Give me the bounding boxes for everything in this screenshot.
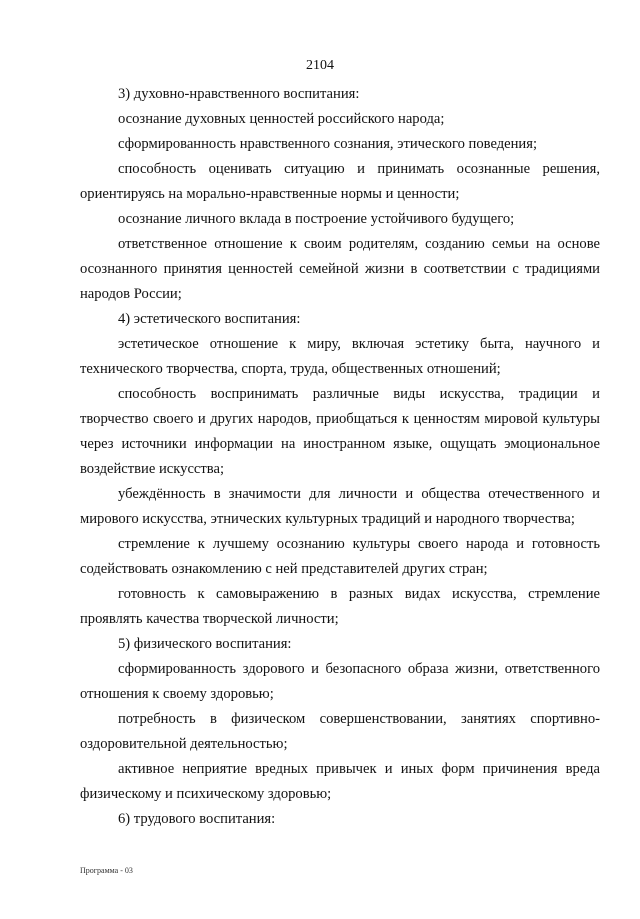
- section-heading-physical: 5) физического воспитания:: [118, 636, 292, 652]
- list-item: стремление к лучшему осознанию культуры своего народа и готовность содействовать ознакомлению с ней представителей других стран;: [80, 536, 600, 577]
- list-item: ответственное отношение к своим родителям, созданию семьи на основе осознанного принятия ценностей семейной жизни в соответствии с традициями народов России;: [80, 236, 600, 302]
- list-item: готовность к самовыражению в разных видах искусства, стремление проявлять качества творческой личности;: [80, 586, 600, 627]
- section-heading-labor: 6) трудового воспитания:: [118, 811, 276, 827]
- section-heading-aesthetic: 4) эстетического воспитания:: [118, 311, 301, 327]
- list-item: потребность в физическом совершенствовании, занятиях спортивно-оздоровительной деятельностью;: [80, 711, 600, 752]
- list-item: эстетическое отношение к миру, включая эстетику быта, научного и технического творчества, спорта, труда, общественных отношений;: [80, 336, 600, 377]
- section-heading-spiritual: 3) духовно-нравственного воспитания:: [118, 86, 360, 102]
- list-item: способность оценивать ситуацию и принимать осознанные решения, ориентируясь на морально-нравственные нормы и ценности;: [80, 161, 600, 202]
- list-item: способность воспринимать различные виды искусства, традиции и творчество своего и других народов, приобщаться к ценностям мировой культуры через источники информации на иностранном языке, ощущать эмоциональное воздействие искусства;: [80, 386, 600, 477]
- list-item: активное неприятие вредных привычек и иных форм причинения вреда физическому и психическому здоровью;: [80, 761, 600, 802]
- body-text: [80, 82, 600, 832]
- list-item: сформированность здорового и безопасного образа жизни, ответственного отношения к своему здоровью;: [80, 661, 600, 702]
- footer-label: Программа - 03: [80, 866, 133, 875]
- page-number: 2104: [306, 58, 334, 73]
- list-item: убеждённость в значимости для личности и общества отечественного и мирового искусства, этнических культурных традиций и народного творчества;: [80, 486, 600, 527]
- list-item: осознание личного вклада в построение устойчивого будущего;: [118, 211, 515, 227]
- list-item: осознание духовных ценностей российского народа;: [118, 111, 445, 127]
- list-item: сформированность нравственного сознания, этического поведения;: [118, 136, 538, 152]
